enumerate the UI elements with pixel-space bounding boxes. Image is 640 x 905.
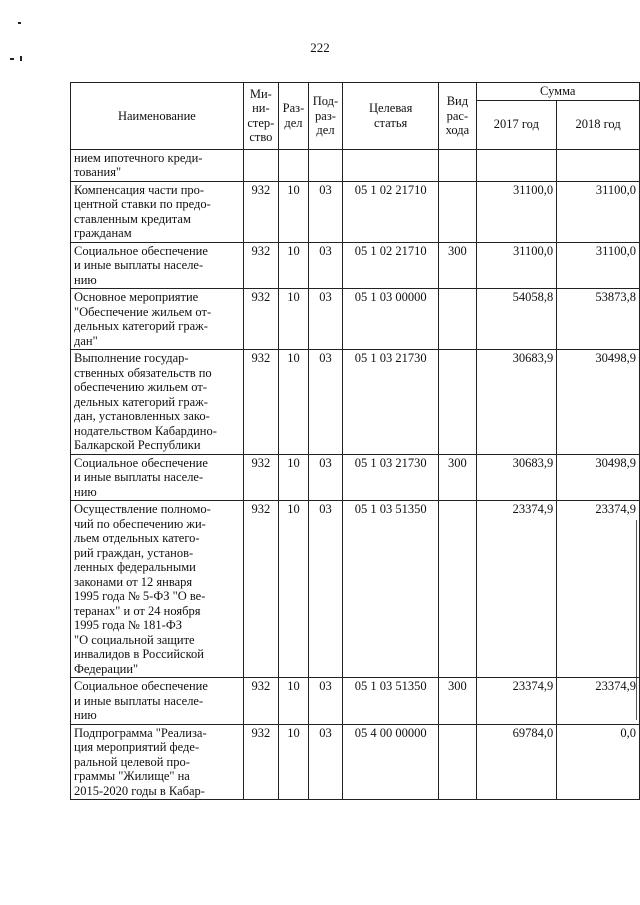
header-sum: Сумма [476, 83, 640, 101]
row-section: 10 [278, 454, 308, 501]
row-2018: 23374,9 [557, 678, 640, 725]
row-target: 05 4 00 00000 [343, 724, 439, 800]
row-section: 10 [278, 181, 308, 242]
table-row [71, 149, 640, 181]
table-row [71, 501, 640, 678]
page-number: 222 [310, 40, 330, 55]
row-subsection: 03 [308, 678, 342, 725]
row-section: 10 [278, 242, 308, 289]
row-name: Выполнение государ- ственных обязательств по обеспечению жильем от- дельных категорий граж- дан, установленных зако- нодательством Кабардино- Балкарской Республики [71, 350, 244, 455]
row-name: Основное мероприятие "Обеспечение жильем от- дельных категорий граж- дан" [71, 289, 244, 350]
row-target: 05 1 03 21730 [343, 454, 439, 501]
row-target: 05 1 02 21710 [343, 181, 439, 242]
row-2017: 30683,9 [476, 350, 557, 455]
row-name: Социальное обеспечение и иные выплаты населе- нию [71, 454, 244, 501]
row-2017: 31100,0 [476, 242, 557, 289]
row-target: 05 1 03 51350 [343, 501, 439, 678]
row-subsection: 03 [308, 350, 342, 455]
row-target: 05 1 03 00000 [343, 289, 439, 350]
row-2018 [557, 149, 640, 181]
row-target: 05 1 03 51350 [343, 678, 439, 725]
row-name: Социальное обеспечение и иные выплаты населе- нию [71, 678, 244, 725]
row-ministry: 932 [243, 454, 278, 501]
table-row [71, 724, 640, 800]
row-2018: 31100,0 [557, 181, 640, 242]
row-2017 [476, 149, 557, 181]
table-row [71, 678, 640, 725]
row-section: 10 [278, 501, 308, 678]
row-2018: 31100,0 [557, 242, 640, 289]
row-name: Социальное обеспечение и иные выплаты населе- нию [71, 242, 244, 289]
row-target: 05 1 03 21730 [343, 350, 439, 455]
row-subsection: 03 [308, 454, 342, 501]
header-year-2017: 2017 год [476, 100, 557, 149]
row-target [343, 149, 439, 181]
row-section: 10 [278, 724, 308, 800]
row-expense-type [439, 350, 476, 455]
row-ministry: 932 [243, 350, 278, 455]
row-expense-type [439, 501, 476, 678]
row-2018: 30498,9 [557, 454, 640, 501]
row-section: 10 [278, 289, 308, 350]
table-row [71, 289, 640, 350]
header-target: Целевая статья [343, 83, 439, 150]
row-name: Подпрограмма "Реализа- ция мероприятий феде- ральной целевой про- граммы "Жилище" на 2015-2020 годы в Кабар- [71, 724, 244, 800]
header-subsection: Под- раз- дел [308, 83, 342, 150]
row-2018: 53873,8 [557, 289, 640, 350]
row-2017: 69784,0 [476, 724, 557, 800]
scan-mark [18, 22, 21, 24]
row-section [278, 149, 308, 181]
scan-mark [20, 56, 22, 61]
row-expense-type [439, 289, 476, 350]
row-ministry: 932 [243, 678, 278, 725]
header-name: Наименование [71, 83, 244, 150]
row-ministry [243, 149, 278, 181]
row-2018: 0,0 [557, 724, 640, 800]
row-subsection: 03 [308, 181, 342, 242]
row-2018: 30498,9 [557, 350, 640, 455]
row-ministry: 932 [243, 242, 278, 289]
row-ministry: 932 [243, 181, 278, 242]
row-expense-type: 300 [439, 242, 476, 289]
table-row [71, 454, 640, 501]
row-expense-type [439, 724, 476, 800]
table-row [71, 242, 640, 289]
row-expense-type [439, 149, 476, 181]
table-header-row [71, 83, 640, 101]
row-subsection: 03 [308, 501, 342, 678]
row-name: Осуществление полномо- чий по обеспечению жи- льем отдельных катего- рий граждан, установ- ленных федеральными законами от 12 января 1995 года № 5-ФЗ "О ве- теранах" и от 24 ноября 1995 года № 181-ФЗ "О социальной защите инвалидов в Российской Федерации" [71, 501, 244, 678]
row-2017: 23374,9 [476, 678, 557, 725]
row-ministry: 932 [243, 501, 278, 678]
header-year-2018: 2018 год [557, 100, 640, 149]
row-section: 10 [278, 678, 308, 725]
row-ministry: 932 [243, 289, 278, 350]
scan-mark [10, 58, 14, 60]
row-ministry: 932 [243, 724, 278, 800]
row-target: 05 1 02 21710 [343, 242, 439, 289]
row-subsection: 03 [308, 242, 342, 289]
budget-table [70, 82, 640, 800]
header-ministry: Ми- ни- стер- ство [243, 83, 278, 150]
row-2017: 23374,9 [476, 501, 557, 678]
row-name: Компенсация части про- центной ставки по предо- ставленным кредитам гражданам [71, 181, 244, 242]
table-row [71, 181, 640, 242]
row-section: 10 [278, 350, 308, 455]
row-expense-type: 300 [439, 678, 476, 725]
header-section: Раз- дел [278, 83, 308, 150]
row-subsection [308, 149, 342, 181]
row-2017: 31100,0 [476, 181, 557, 242]
row-expense-type [439, 181, 476, 242]
row-subsection: 03 [308, 724, 342, 800]
table-row [71, 350, 640, 455]
header-expense-type: Вид рас- хода [439, 83, 476, 150]
row-2017: 54058,8 [476, 289, 557, 350]
row-name: нием ипотечного креди- тования" [71, 149, 244, 181]
row-2017: 30683,9 [476, 454, 557, 501]
row-subsection: 03 [308, 289, 342, 350]
row-2018: 23374,9 [557, 501, 640, 678]
row-expense-type: 300 [439, 454, 476, 501]
